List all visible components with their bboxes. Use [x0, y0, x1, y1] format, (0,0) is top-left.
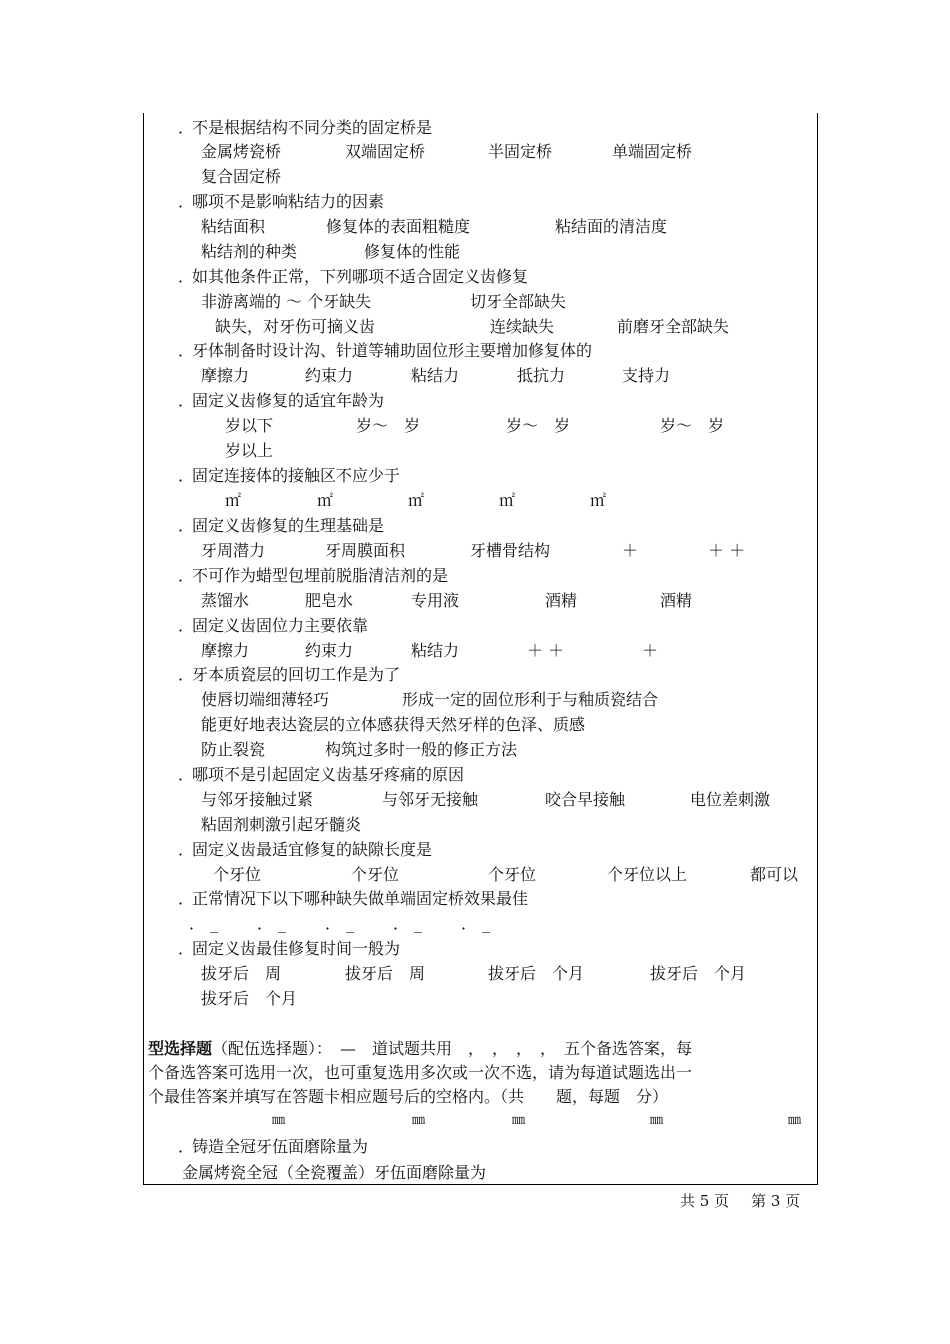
question-stem: ．牙本质瓷层的回切工作是为了: [178, 665, 401, 684]
answer-option: 金属烤瓷桥: [201, 142, 282, 161]
answer-option: 粘结面积: [201, 217, 266, 236]
answer-option: 粘结力: [411, 641, 460, 660]
answer-option: 非游离端的 ～ 个牙缺失: [201, 292, 372, 311]
answer-option: ＋: [622, 541, 639, 560]
page-footer: [680, 1192, 800, 1210]
answer-option: ． _: [461, 914, 491, 933]
question-stem: ．牙体制备时设计沟、针道等辅助固位形主要增加修复体的: [178, 341, 593, 360]
question-stem: ．正常情况下以下哪种缺失做单端固定桥效果最佳: [178, 889, 529, 908]
answer-option: 粘固剂刺激引起牙髓炎: [201, 815, 362, 834]
answer-option: 岁以上: [225, 441, 274, 460]
answer-option: 形成一定的固位形利于与釉质瓷结合: [402, 690, 659, 709]
answer-option: 个牙位以上: [607, 865, 688, 884]
answer-option: 摩擦力: [201, 641, 250, 660]
answer-option: 岁以下: [225, 416, 274, 435]
answer-option: 支持力: [622, 366, 671, 385]
answer-option: 拔牙后 个月: [201, 989, 298, 1008]
answer-option: ． _: [257, 914, 287, 933]
answer-option: ． _: [325, 914, 355, 933]
answer-option: 拔牙后 个月: [650, 964, 747, 983]
answer-option: 约束力: [305, 641, 354, 660]
answer-option: ． _: [393, 914, 423, 933]
current-page: 第 3 页: [751, 1192, 801, 1210]
answer-option: 抵抗力: [517, 366, 566, 385]
sub-question: 金属烤瓷全冠（全瓷覆盖）牙伍面磨除量为: [182, 1163, 487, 1182]
answer-option: 前磨牙全部缺失: [617, 317, 730, 336]
answer-option: 牙周膜面积: [325, 541, 406, 560]
answer-option: 岁～ 岁: [506, 416, 571, 435]
answer-option: 与邻牙接触过紧: [201, 790, 314, 809]
answer-option: 单端固定桥: [612, 142, 693, 161]
answer-option: ＋: [642, 641, 659, 660]
answer-option: 拔牙后 周: [345, 964, 426, 983]
answer-option: 酒精: [545, 591, 578, 610]
answer-option: 修复体的表面粗糙度: [326, 217, 471, 236]
answer-option: ㎡: [499, 491, 516, 510]
question-stem: ．如其他条件正常，下列哪项不适合固定义齿修复: [178, 267, 529, 286]
answer-option: 粘结剂的种类: [201, 242, 298, 261]
answer-option: 拔牙后 周: [201, 964, 282, 983]
answer-option: 岁～ 岁: [356, 416, 421, 435]
answer-option: 粘结面的清洁度: [555, 217, 668, 236]
answer-option: 专用液: [411, 591, 460, 610]
answer-option: 约束力: [305, 366, 354, 385]
answer-option: 修复体的性能: [364, 242, 461, 261]
answer-option: 能更好地表达瓷层的立体感获得天然牙样的色泽、质感: [201, 715, 586, 734]
answer-option: 连续缺失: [490, 317, 555, 336]
answer-option: 复合固定桥: [201, 167, 282, 186]
answer-option: ＋ ＋: [527, 641, 565, 660]
section-line-1: （配伍选择题）： — 道试题共用 ， ， ， ， 五个备选答案，每: [212, 1039, 693, 1058]
answer-option: 双端固定桥: [345, 142, 426, 161]
answer-option: 个牙位: [351, 865, 400, 884]
section-type-label: 型选择题: [148, 1039, 213, 1058]
mm-unit: ㎜: [650, 1113, 664, 1128]
mm-unit: ㎜: [788, 1113, 802, 1128]
answer-option: 半固定桥: [488, 142, 553, 161]
question-stem: ．哪项不是引起固定义齿基牙疼痛的原因: [178, 765, 465, 784]
answer-option: 都可以: [750, 865, 799, 884]
question-stem: ．固定连接体的接触区不应少于: [178, 466, 401, 485]
question-stem: ．固定义齿最佳修复时间一般为: [178, 939, 401, 958]
answer-option: 与邻牙无接触: [382, 790, 479, 809]
answer-option: ㎡: [225, 491, 242, 510]
question-stem: ．不是根据结构不同分类的固定桥是: [178, 118, 433, 137]
answer-option: 肥皂水: [305, 591, 354, 610]
answer-option: 牙周潜力: [201, 541, 266, 560]
answer-option: 缺失，对牙伤可摘义齿: [215, 317, 376, 336]
section-line-2: 个备选答案可选用一次，也可重复选用多次或一次不选，请为每道试题选出一: [148, 1063, 693, 1082]
answer-option: ． _: [189, 914, 219, 933]
answer-option: ㎡: [408, 491, 425, 510]
answer-option: 酒精: [660, 591, 693, 610]
answer-option: 岁～ 岁: [660, 416, 725, 435]
question-stem: ．不可作为蜡型包埋前脱脂清洁剂的是: [178, 566, 449, 585]
question-stem: ．固定义齿修复的生理基础是: [178, 516, 385, 535]
answer-option: 牙槽骨结构: [470, 541, 551, 560]
answer-option: 防止裂瓷: [201, 740, 266, 759]
answer-option: 咬合早接触: [545, 790, 626, 809]
section-line-3: 个最佳答案并填写在答题卡相应题号后的空格内。（共 题，每题 分）: [148, 1087, 669, 1106]
mm-unit: ㎜: [272, 1113, 286, 1128]
answer-option: 构筑过多时一般的修正方法: [325, 740, 518, 759]
answer-option: 个牙位: [488, 865, 537, 884]
question-stem: ．固定义齿固位力主要依靠: [178, 616, 369, 635]
answer-option: 拔牙后 个月: [488, 964, 585, 983]
mm-unit: ㎜: [512, 1113, 526, 1128]
answer-option: ㎡: [317, 491, 334, 510]
question-stem: ．固定义齿最适宜修复的缺隙长度是: [178, 840, 433, 859]
question-stem: ．固定义齿修复的适宜年龄为: [178, 391, 385, 410]
sub-question: ．铸造全冠牙伍面磨除量为: [178, 1137, 369, 1156]
answer-option: 电位差刺激: [690, 790, 771, 809]
mm-unit: ㎜: [412, 1113, 426, 1128]
answer-option: 蒸馏水: [201, 591, 250, 610]
total-pages: 共 5 页: [680, 1192, 730, 1210]
answer-option: 摩擦力: [201, 366, 250, 385]
answer-option: 使唇切端细薄轻巧: [201, 690, 330, 709]
question-stem: ．哪项不是影响粘结力的因素: [178, 192, 385, 211]
answer-option: 切牙全部缺失: [470, 292, 567, 311]
answer-option: 粘结力: [411, 366, 460, 385]
answer-option: 个牙位: [213, 865, 262, 884]
answer-option: ＋ ＋: [708, 541, 746, 560]
answer-option: ㎡: [590, 491, 607, 510]
section-instructions: [148, 1037, 812, 1109]
